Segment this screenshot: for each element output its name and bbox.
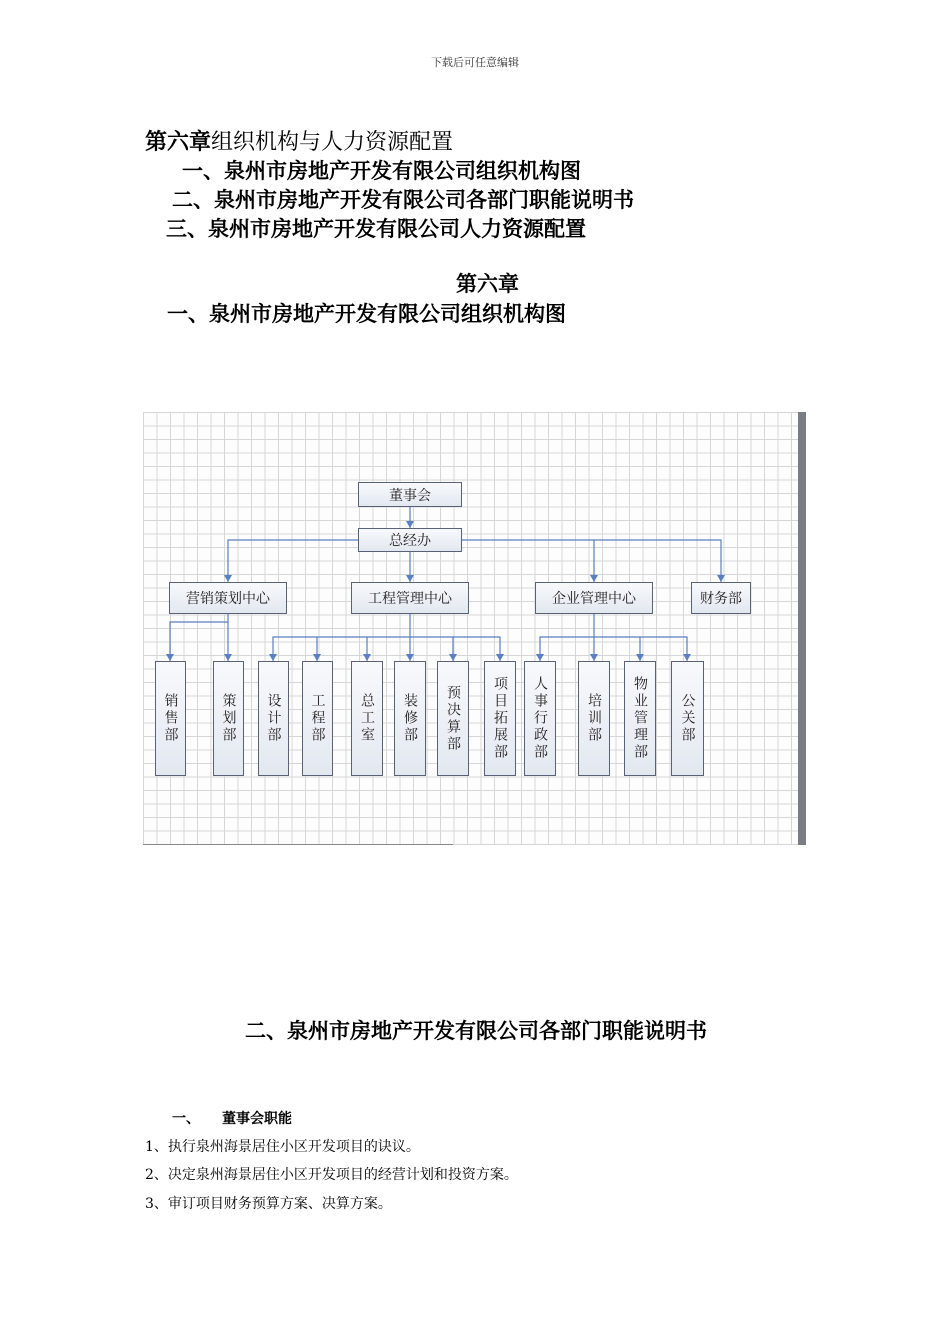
dept-box-engineering: 工程部 [302, 661, 333, 776]
subsection-number: 一、 [172, 1111, 200, 1127]
board-duties-heading [172, 1108, 292, 1128]
center-box-enterprise: 企业管理中心 [535, 582, 653, 614]
dept-box-decoration: 装修部 [394, 661, 426, 776]
subsection-title: 董事会职能 [222, 1111, 292, 1127]
gm-to-marketing-connector [228, 540, 358, 582]
toc-item-3: 三、泉州市房地产开发有限公司人力资源配置 [166, 216, 586, 241]
dept-box-property-management: 物业管理部 [624, 661, 656, 776]
enterprise-bus-left [540, 614, 594, 661]
toc-title [145, 125, 453, 156]
duty-item-2: 2、决定泉州海景居住小区开发项目的经营计划和投资方案。 [145, 1167, 518, 1183]
engineering-bus-left [273, 614, 410, 661]
center-box-marketing: 营销策划中心 [169, 582, 287, 614]
dept-box-hr-admin: 人事行政部 [524, 661, 556, 776]
marketing-to-sales-connector [170, 614, 228, 661]
section-1-heading: 一、泉州市房地产开发有限公司组织机构图 [167, 301, 566, 326]
duty-item-1: 1、执行泉州海景居住小区开发项目的诀议。 [145, 1139, 420, 1155]
org-chart-connectors [143, 412, 798, 845]
center-box-finance: 财务部 [691, 582, 751, 614]
dept-box-public-relations: 公关部 [671, 661, 704, 776]
toc-item-1: 一、泉州市房地产开发有限公司组织机构图 [182, 158, 581, 183]
header-note: 下载后可任意编辑 [431, 56, 519, 69]
chapter-heading: 第六章 [456, 271, 519, 296]
center-box-engineering: 工程管理中心 [351, 582, 469, 614]
gm-to-finance-connector [462, 540, 721, 582]
dept-box-planning: 策划部 [213, 661, 244, 776]
section-2-heading: 二、泉州市房地产开发有限公司各部门职能说明书 [245, 1018, 707, 1043]
dept-box-chief-engineer: 总工室 [351, 661, 383, 776]
dept-box-budget: 预决算部 [437, 661, 469, 776]
dept-box-project-expansion: 项目拓展部 [484, 661, 516, 776]
dept-box-training: 培训部 [578, 661, 610, 776]
duty-item-3: 3、审订项目财务预算方案、决算方案。 [145, 1196, 392, 1212]
engineering-bus-right [410, 637, 500, 661]
toc-item-2: 二、泉州市房地产开发有限公司各部门职能说明书 [172, 187, 634, 212]
chart-right-edge [798, 412, 806, 845]
board-box: 董事会 [358, 482, 462, 507]
org-chart [143, 412, 808, 845]
dept-box-design: 设计部 [258, 661, 289, 776]
dept-box-sales: 销售部 [155, 661, 186, 776]
gm-office-box: 总经办 [358, 528, 462, 552]
toc-title-rest: 组织机构与人力资源配置 [211, 130, 454, 155]
toc-title-chapter: 第六章 [145, 129, 212, 155]
